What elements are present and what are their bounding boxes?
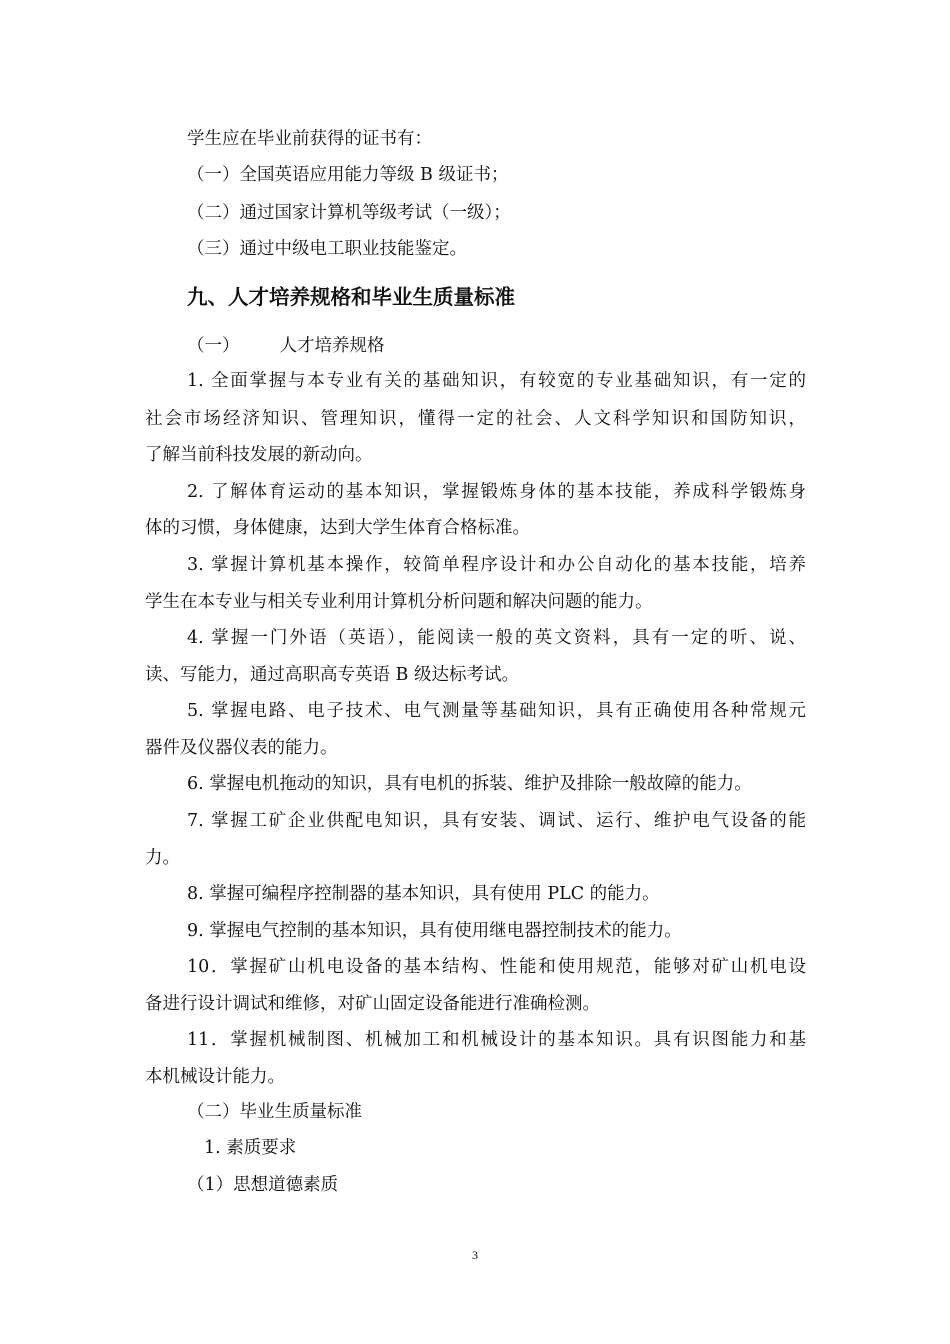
certs-intro: 学生应在毕业前获得的证书有： bbox=[187, 129, 432, 149]
paragraph-line: 了解当前科技发展的新动向。 bbox=[145, 445, 373, 465]
subsection-label: 人才培养规格 bbox=[279, 336, 385, 356]
cert-item: （二）通过国家计算机等级考试（一级）； bbox=[187, 203, 511, 223]
paragraph-line: 4. 掌握一门外语（英语），能阅读一般的英文资料，具有一定的听、说、 bbox=[187, 628, 806, 648]
paragraph-line: 器件及仪器仪表的能力。 bbox=[145, 738, 338, 758]
paragraph-line: 3. 掌握计算机基本操作，较简单程序设计和办公自动化的基本技能，培养 bbox=[187, 555, 806, 575]
paragraph-line: 社会市场经济知识、管理知识，懂得一定的社会、人文科学知识和国防知识， bbox=[145, 409, 806, 429]
list-item: （1）思想道德素质 bbox=[187, 1175, 339, 1195]
paragraph-line: 5. 掌握电路、电子技术、电气测量等基础知识，具有正确使用各种常规元 bbox=[187, 701, 806, 721]
cert-item: （三）通过中级电工职业技能鉴定。 bbox=[187, 239, 467, 259]
page-number: 3 bbox=[472, 1248, 478, 1262]
paragraph-line: 1. 全面掌握与本专业有关的基础知识，有较宽的专业基础知识，有一定的 bbox=[187, 371, 806, 391]
paragraph-line: 本机械设计能力。 bbox=[145, 1067, 285, 1087]
paragraph-line: 8. 掌握可编程序控制器的基本知识，具有使用 PLC 的能力。 bbox=[187, 884, 660, 904]
cert-item: （一）全国英语应用能力等级 B 级证书； bbox=[187, 165, 509, 185]
paragraph-line: 7. 掌握工矿企业供配电知识，具有安装、调试、运行、维护电气设备的能 bbox=[187, 811, 806, 831]
paragraph-line: 体的习惯，身体健康，达到大学生体育合格标准。 bbox=[145, 518, 530, 538]
paragraph-line: 力。 bbox=[145, 848, 180, 868]
paragraph-line: 9. 掌握电气控制的基本知识，具有使用继电器控制技术的能力。 bbox=[187, 921, 682, 941]
section-heading: 九、人才培养规格和毕业生质量标准 bbox=[187, 285, 515, 309]
paragraph-line: 6. 掌握电机拖动的知识，具有电机的拆装、维护及排除一般故障的能力。 bbox=[187, 774, 752, 794]
list-item: 1. 素质要求 bbox=[204, 1138, 297, 1158]
subsection-title bbox=[187, 334, 385, 358]
subsection-prefix: （一） bbox=[187, 336, 240, 356]
paragraph-line: 学生在本专业与相关专业利用计算机分析问题和解决问题的能力。 bbox=[145, 592, 653, 612]
paragraph-line: 11．掌握机械制图、机械加工和机械设计的基本知识。具有识图能力和基 bbox=[187, 1030, 806, 1050]
paragraph-line: 读、写能力，通过高职高专英语 B 级达标考试。 bbox=[145, 665, 519, 685]
paragraph-line: 10．掌握矿山机电设备的基本结构、性能和使用规范，能够对矿山机电设 bbox=[187, 957, 806, 977]
subsection-title: （二）毕业生质量标准 bbox=[187, 1102, 362, 1122]
paragraph-line: 备进行设计调试和维修，对矿山固定设备能进行准确检测。 bbox=[145, 994, 600, 1014]
paragraph-line: 2. 了解体育运动的基本知识，掌握锻炼身体的基本技能，养成科学锻炼身 bbox=[187, 482, 806, 502]
